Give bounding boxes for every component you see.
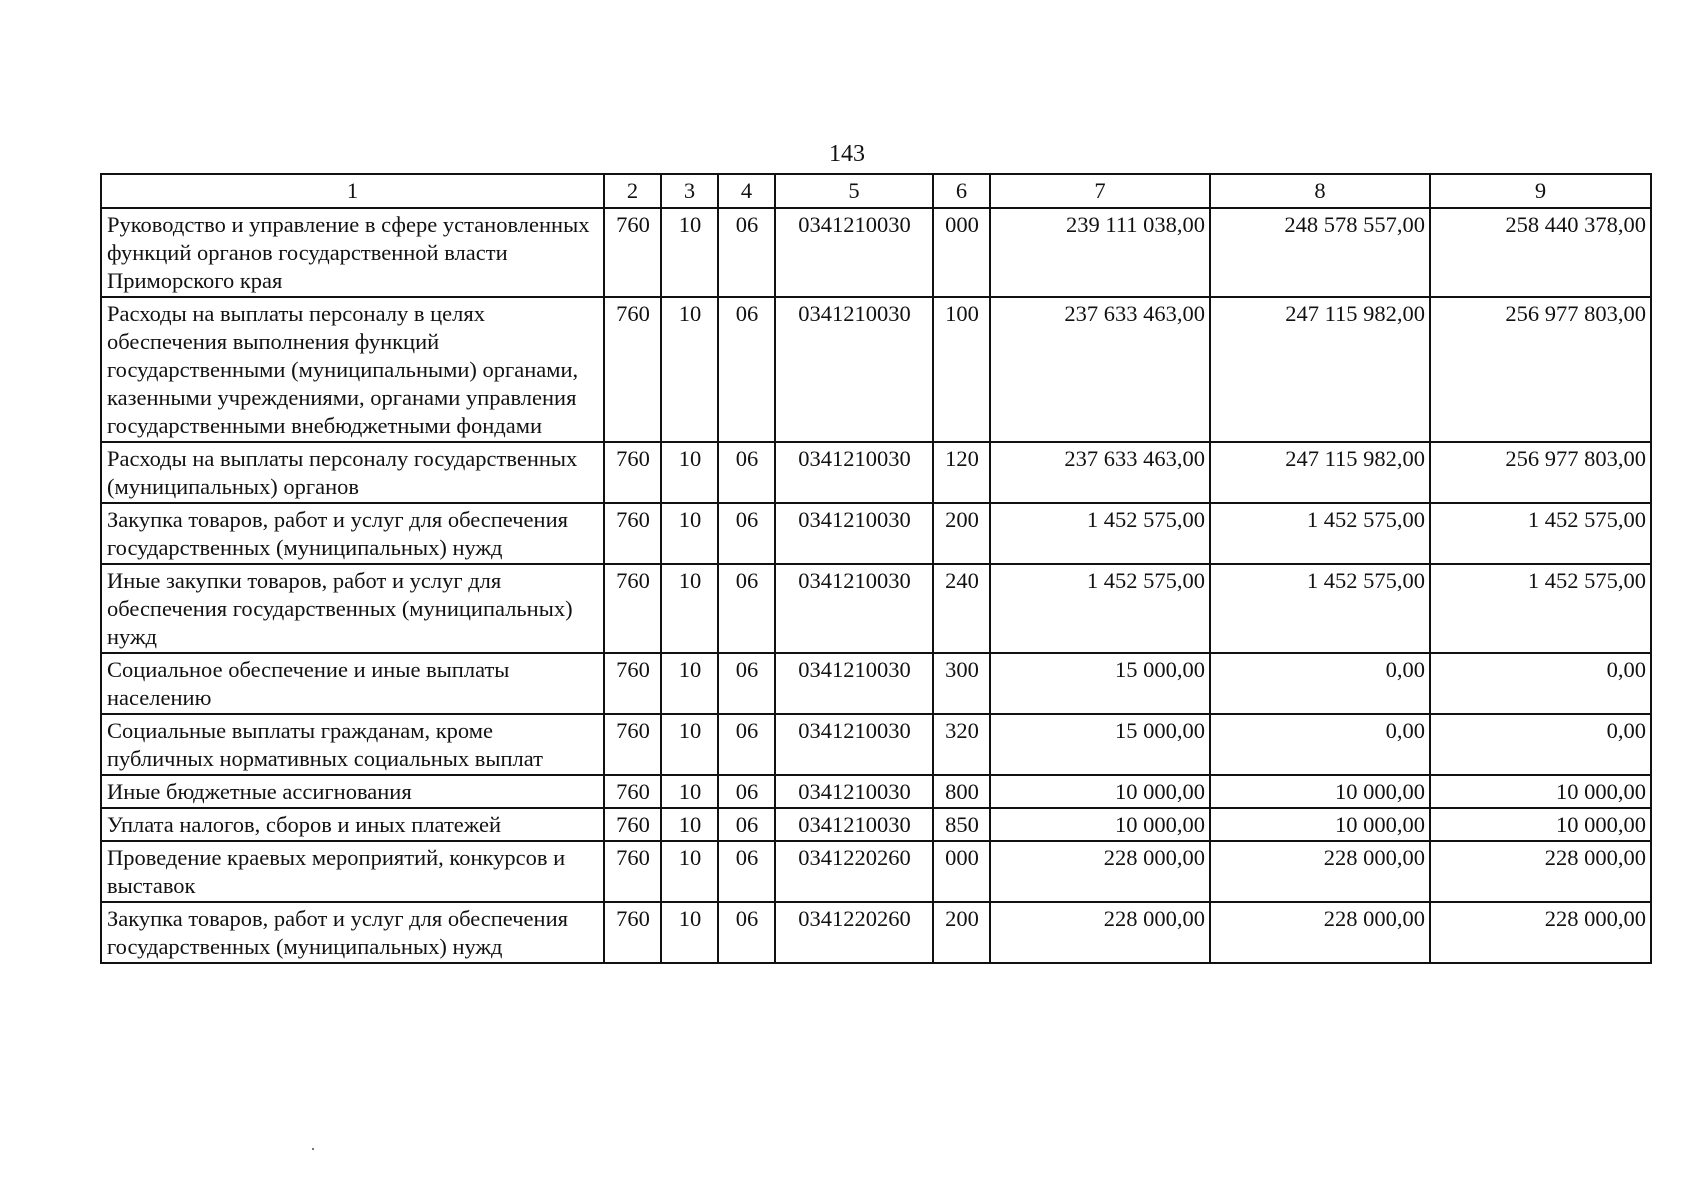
- code-col6: 850: [933, 808, 990, 841]
- column-header-6: 6: [933, 174, 990, 208]
- amount-col8: 1 452 575,00: [1210, 503, 1430, 564]
- code-col3: 10: [661, 902, 718, 963]
- code-col4: 06: [718, 297, 775, 442]
- amount-col9: 0,00: [1430, 653, 1651, 714]
- table-body: [101, 208, 1651, 963]
- column-header-1: 1: [101, 174, 604, 208]
- amount-col8: 10 000,00: [1210, 808, 1430, 841]
- code-col2: 760: [604, 297, 661, 442]
- amount-col7: 15 000,00: [990, 714, 1210, 775]
- column-header-5: 5: [775, 174, 933, 208]
- amount-col9: 256 977 803,00: [1430, 297, 1651, 442]
- table-row: [101, 503, 1651, 564]
- code-col2: 760: [604, 208, 661, 297]
- header-row: [101, 174, 1651, 208]
- code-col5: 0341210030: [775, 442, 933, 503]
- code-col2: 760: [604, 442, 661, 503]
- budget-table: [100, 173, 1652, 964]
- amount-col9: 10 000,00: [1430, 808, 1651, 841]
- code-col2: 760: [604, 653, 661, 714]
- amount-col8: 1 452 575,00: [1210, 564, 1430, 653]
- amount-col8: 228 000,00: [1210, 841, 1430, 902]
- code-col2: 760: [604, 775, 661, 808]
- code-col3: 10: [661, 564, 718, 653]
- code-col2: 760: [604, 714, 661, 775]
- code-col3: 10: [661, 208, 718, 297]
- table-row: [101, 297, 1651, 442]
- code-col2: 760: [604, 902, 661, 963]
- column-header-8: 8: [1210, 174, 1430, 208]
- row-name: Закупка товаров, работ и услуг для обеспечения государственных (муниципальных) нужд: [101, 902, 604, 963]
- code-col6: 100: [933, 297, 990, 442]
- table-row: [101, 841, 1651, 902]
- amount-col9: 10 000,00: [1430, 775, 1651, 808]
- code-col5: 0341210030: [775, 564, 933, 653]
- code-col6: 120: [933, 442, 990, 503]
- code-col6: 800: [933, 775, 990, 808]
- amount-col7: 228 000,00: [990, 902, 1210, 963]
- code-col5: 0341210030: [775, 297, 933, 442]
- code-col3: 10: [661, 775, 718, 808]
- row-name: Проведение краевых мероприятий, конкурсов и выставок: [101, 841, 604, 902]
- column-header-7: 7: [990, 174, 1210, 208]
- amount-col9: 258 440 378,00: [1430, 208, 1651, 297]
- amount-col8: 0,00: [1210, 714, 1430, 775]
- amount-col7: 1 452 575,00: [990, 564, 1210, 653]
- code-col2: 760: [604, 503, 661, 564]
- row-name: Руководство и управление в сфере установленных функций органов государственной власти Приморского края: [101, 208, 604, 297]
- row-name: Расходы на выплаты персоналу в целях обеспечения выполнения функций государственными (муниципальными) органами, казенными учреждениями, органами управления государственными внебюджетными фондами: [101, 297, 604, 442]
- amount-col9: 0,00: [1430, 714, 1651, 775]
- amount-col9: 256 977 803,00: [1430, 442, 1651, 503]
- code-col4: 06: [718, 808, 775, 841]
- amount-col8: 10 000,00: [1210, 775, 1430, 808]
- table-row: [101, 208, 1651, 297]
- code-col2: 760: [604, 808, 661, 841]
- page-number: 143: [829, 141, 865, 167]
- code-col5: 0341210030: [775, 714, 933, 775]
- amount-col9: 228 000,00: [1430, 902, 1651, 963]
- code-col4: 06: [718, 442, 775, 503]
- amount-col7: 237 633 463,00: [990, 442, 1210, 503]
- code-col4: 06: [718, 902, 775, 963]
- code-col6: 000: [933, 841, 990, 902]
- code-col4: 06: [718, 503, 775, 564]
- row-name: Закупка товаров, работ и услуг для обеспечения государственных (муниципальных) нужд: [101, 503, 604, 564]
- code-col3: 10: [661, 841, 718, 902]
- code-col5: 0341210030: [775, 775, 933, 808]
- amount-col7: 10 000,00: [990, 775, 1210, 808]
- code-col5: 0341210030: [775, 808, 933, 841]
- code-col5: 0341220260: [775, 841, 933, 902]
- code-col3: 10: [661, 503, 718, 564]
- amount-col9: 1 452 575,00: [1430, 503, 1651, 564]
- code-col3: 10: [661, 714, 718, 775]
- code-col3: 10: [661, 297, 718, 442]
- code-col3: 10: [661, 442, 718, 503]
- row-name: Иные закупки товаров, работ и услуг для обеспечения государственных (муниципальных) нужд: [101, 564, 604, 653]
- row-name: Социальные выплаты гражданам, кроме публичных нормативных социальных выплат: [101, 714, 604, 775]
- code-col5: 0341210030: [775, 503, 933, 564]
- row-name: Иные бюджетные ассигнования: [101, 775, 604, 808]
- stray-dot: [312, 1148, 314, 1150]
- code-col6: 320: [933, 714, 990, 775]
- code-col4: 06: [718, 841, 775, 902]
- row-name: Расходы на выплаты персоналу государственных (муниципальных) органов: [101, 442, 604, 503]
- table-row: [101, 714, 1651, 775]
- code-col4: 06: [718, 208, 775, 297]
- code-col3: 10: [661, 653, 718, 714]
- code-col4: 06: [718, 714, 775, 775]
- amount-col7: 15 000,00: [990, 653, 1210, 714]
- amount-col9: 228 000,00: [1430, 841, 1651, 902]
- table-row: [101, 653, 1651, 714]
- table-row: [101, 808, 1651, 841]
- column-header-4: 4: [718, 174, 775, 208]
- code-col5: 0341220260: [775, 902, 933, 963]
- amount-col8: 247 115 982,00: [1210, 297, 1430, 442]
- table-header: [101, 174, 1651, 208]
- table-row: [101, 775, 1651, 808]
- amount-col8: 0,00: [1210, 653, 1430, 714]
- table-row: [101, 442, 1651, 503]
- amount-col7: 1 452 575,00: [990, 503, 1210, 564]
- code-col6: 200: [933, 503, 990, 564]
- code-col6: 200: [933, 902, 990, 963]
- code-col6: 300: [933, 653, 990, 714]
- column-header-2: 2: [604, 174, 661, 208]
- code-col4: 06: [718, 564, 775, 653]
- amount-col7: 237 633 463,00: [990, 297, 1210, 442]
- code-col3: 10: [661, 808, 718, 841]
- code-col4: 06: [718, 653, 775, 714]
- amount-col7: 10 000,00: [990, 808, 1210, 841]
- column-header-3: 3: [661, 174, 718, 208]
- amount-col8: 228 000,00: [1210, 902, 1430, 963]
- code-col5: 0341210030: [775, 208, 933, 297]
- code-col4: 06: [718, 775, 775, 808]
- code-col6: 000: [933, 208, 990, 297]
- amount-col8: 247 115 982,00: [1210, 442, 1430, 503]
- amount-col7: 228 000,00: [990, 841, 1210, 902]
- amount-col7: 239 111 038,00: [990, 208, 1210, 297]
- code-col6: 240: [933, 564, 990, 653]
- column-header-9: 9: [1430, 174, 1651, 208]
- code-col2: 760: [604, 841, 661, 902]
- table-row: [101, 902, 1651, 963]
- row-name: Социальное обеспечение и иные выплаты населению: [101, 653, 604, 714]
- row-name: Уплата налогов, сборов и иных платежей: [101, 808, 604, 841]
- amount-col9: 1 452 575,00: [1430, 564, 1651, 653]
- code-col2: 760: [604, 564, 661, 653]
- code-col5: 0341210030: [775, 653, 933, 714]
- amount-col8: 248 578 557,00: [1210, 208, 1430, 297]
- table-row: [101, 564, 1651, 653]
